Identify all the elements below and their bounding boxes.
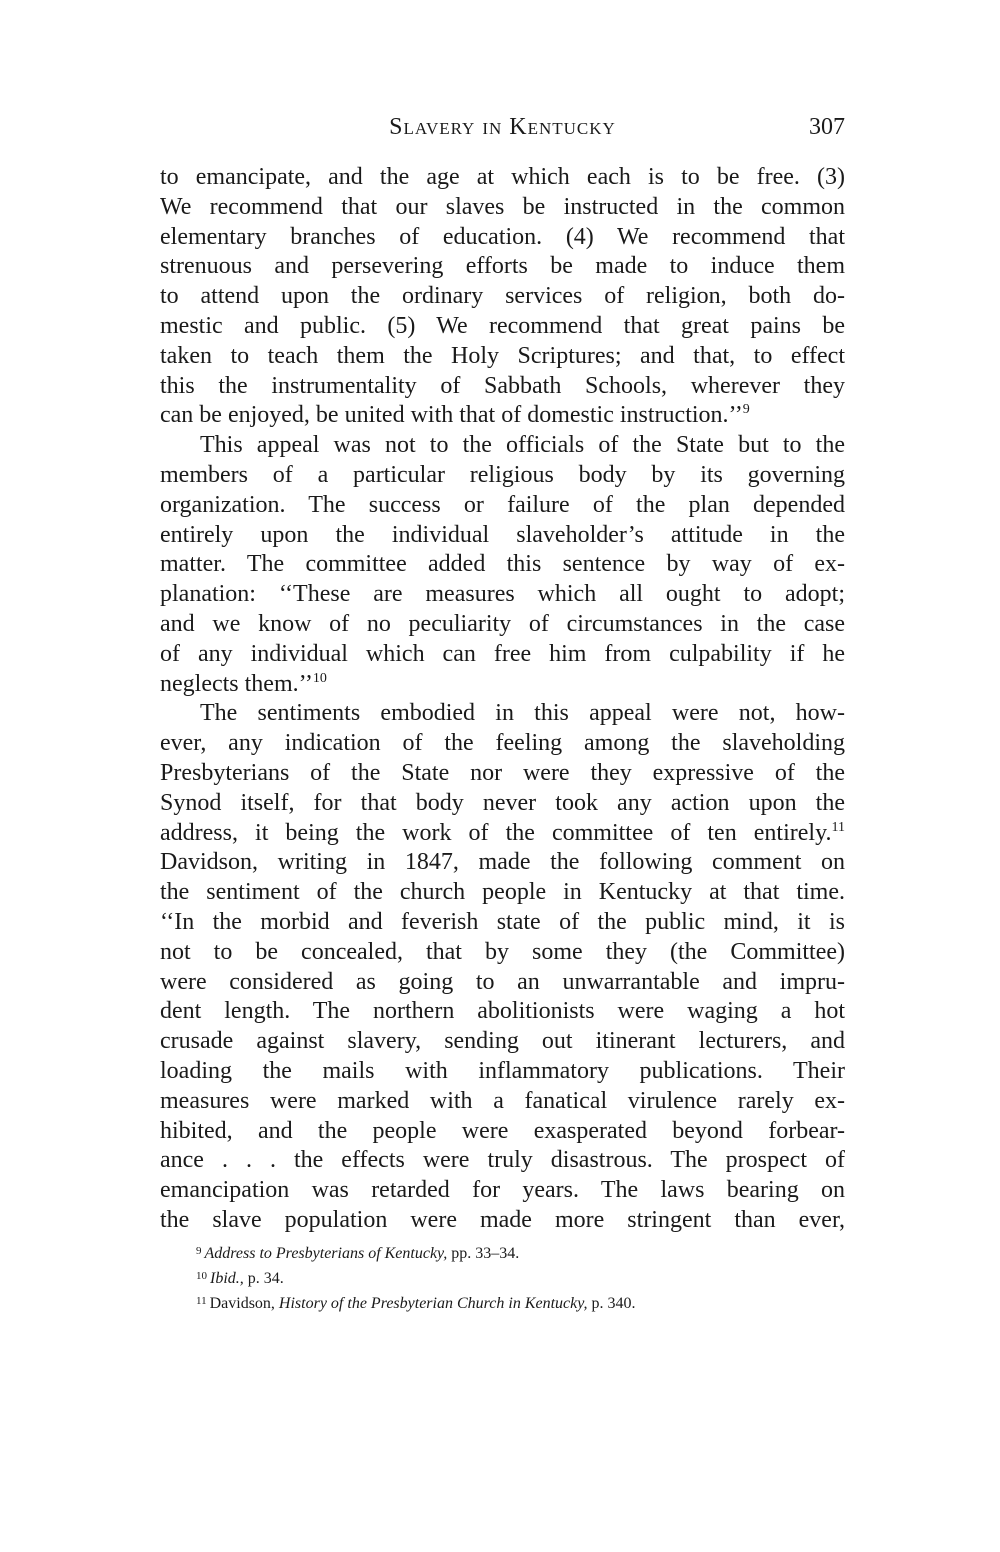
footnote-ref: 10 — [312, 670, 327, 686]
text-line-content: neglects them.’’ — [160, 670, 313, 697]
footnote-title: History of the Presbyterian Church in Kentucky, — [278, 1295, 588, 1312]
text-line: ‘‘In the morbid and feverish state of the public mind, it is — [160, 908, 845, 935]
text-line: hibited, and the people were exasperated beyond forbear- — [160, 1117, 845, 1144]
text-line: this the instrumentality of Sabbath Schools, wherever they — [160, 372, 845, 399]
text-line: to emancipate, and the age at which each is to be free. (3) — [160, 164, 845, 190]
footnote-number: 10 — [196, 1270, 207, 1282]
running-head: Slavery in Kentucky — [389, 114, 616, 140]
text-line: and we know of no peculiarity of circumstances in the case — [160, 610, 845, 637]
footnote-text: p. 34. — [243, 1270, 284, 1287]
text-line: This appeal was not to the officials of the State but to the — [200, 432, 845, 459]
body-text — [160, 163, 845, 1236]
footnote-number: 9 — [196, 1245, 202, 1257]
text-line: Davidson, writing in 1847, made the following comment on — [160, 849, 845, 876]
footnote-ref: 9 — [742, 402, 750, 418]
text-line: strenuous and persevering efforts be made to induce them — [160, 253, 845, 280]
page-number: 307 — [809, 114, 845, 140]
footnote-number: 11 — [196, 1295, 207, 1307]
text-line: crusade against slavery, sending out itinerant lecturers, and — [160, 1028, 845, 1055]
text-line: organization. The success or failure of the plan depended — [160, 491, 845, 518]
text-line — [160, 401, 845, 431]
text-line: The sentiments embodied in this appeal were not, how- — [200, 700, 845, 727]
text-line: to attend upon the ordinary services of religion, both do- — [160, 283, 845, 310]
text-line-content: can be enjoyed, be united with that of domestic instruction.’’ — [160, 402, 743, 429]
text-line: emancipation was retarded for years. The laws bearing on — [160, 1177, 845, 1204]
text-line: mestic and public. (5) We recommend that great pains be — [160, 312, 845, 339]
footnote-10 — [196, 1265, 836, 1290]
text-line: measures were marked with a fanatical virulence rarely ex- — [160, 1087, 845, 1114]
text-line: ever, any indication of the feeling among the slaveholding — [160, 730, 845, 757]
text-line: elementary branches of education. (4) We recommend that — [160, 223, 845, 250]
text-line: taken to teach them the Holy Scriptures; and that, to effect — [160, 342, 845, 369]
text-line: matter. The committee added this sentence by way of ex- — [160, 551, 845, 578]
text-line: Synod itself, for that body never took any action upon the — [160, 789, 845, 816]
text-line: ance . . . the effects were truly disastrous. The prospect of — [160, 1147, 845, 1174]
text-line: entirely upon the individual slaveholder’s attitude in the — [160, 521, 845, 548]
text-line: members of a particular religious body by its governing — [160, 461, 845, 488]
text-line: Presbyterians of the State nor were they expressive of the — [160, 759, 845, 786]
footnotes — [196, 1240, 836, 1315]
footnote-ref: 11 — [831, 819, 845, 835]
text-line: of any individual which can free him from culpability if he — [160, 640, 845, 667]
footnote-text: p. 340. — [587, 1295, 636, 1312]
text-line: dent length. The northern abolitionists were waging a hot — [160, 998, 845, 1025]
footnote-11 — [196, 1290, 836, 1315]
text-line: the slave population were made more stringent than ever, — [160, 1206, 845, 1233]
footnote-9 — [196, 1240, 836, 1265]
footnote-title: Address to Presbyterians of Kentucky, — [204, 1245, 448, 1262]
text-line: the sentiment of the church people in Kentucky at that time. — [160, 879, 845, 906]
text-line: not to be concealed, that by some they (the Committee) — [160, 938, 845, 965]
footnote-author: Davidson, — [209, 1295, 279, 1312]
text-line: planation: ‘‘These are measures which all ought to adopt; — [160, 581, 845, 608]
text-line — [160, 819, 845, 849]
text-line-content: address, it being the work of the committee of ten entirely. — [160, 819, 832, 846]
text-line: were considered as going to an unwarrantable and impru- — [160, 968, 845, 995]
page-header — [160, 112, 845, 148]
footnote-text: pp. 33–34. — [447, 1245, 520, 1262]
text-line: We recommend that our slaves be instructed in the common — [160, 193, 845, 220]
text-line: loading the mails with inflammatory publications. Their — [160, 1057, 845, 1084]
footnote-title: Ibid., — [210, 1270, 244, 1287]
text-line — [160, 670, 845, 700]
